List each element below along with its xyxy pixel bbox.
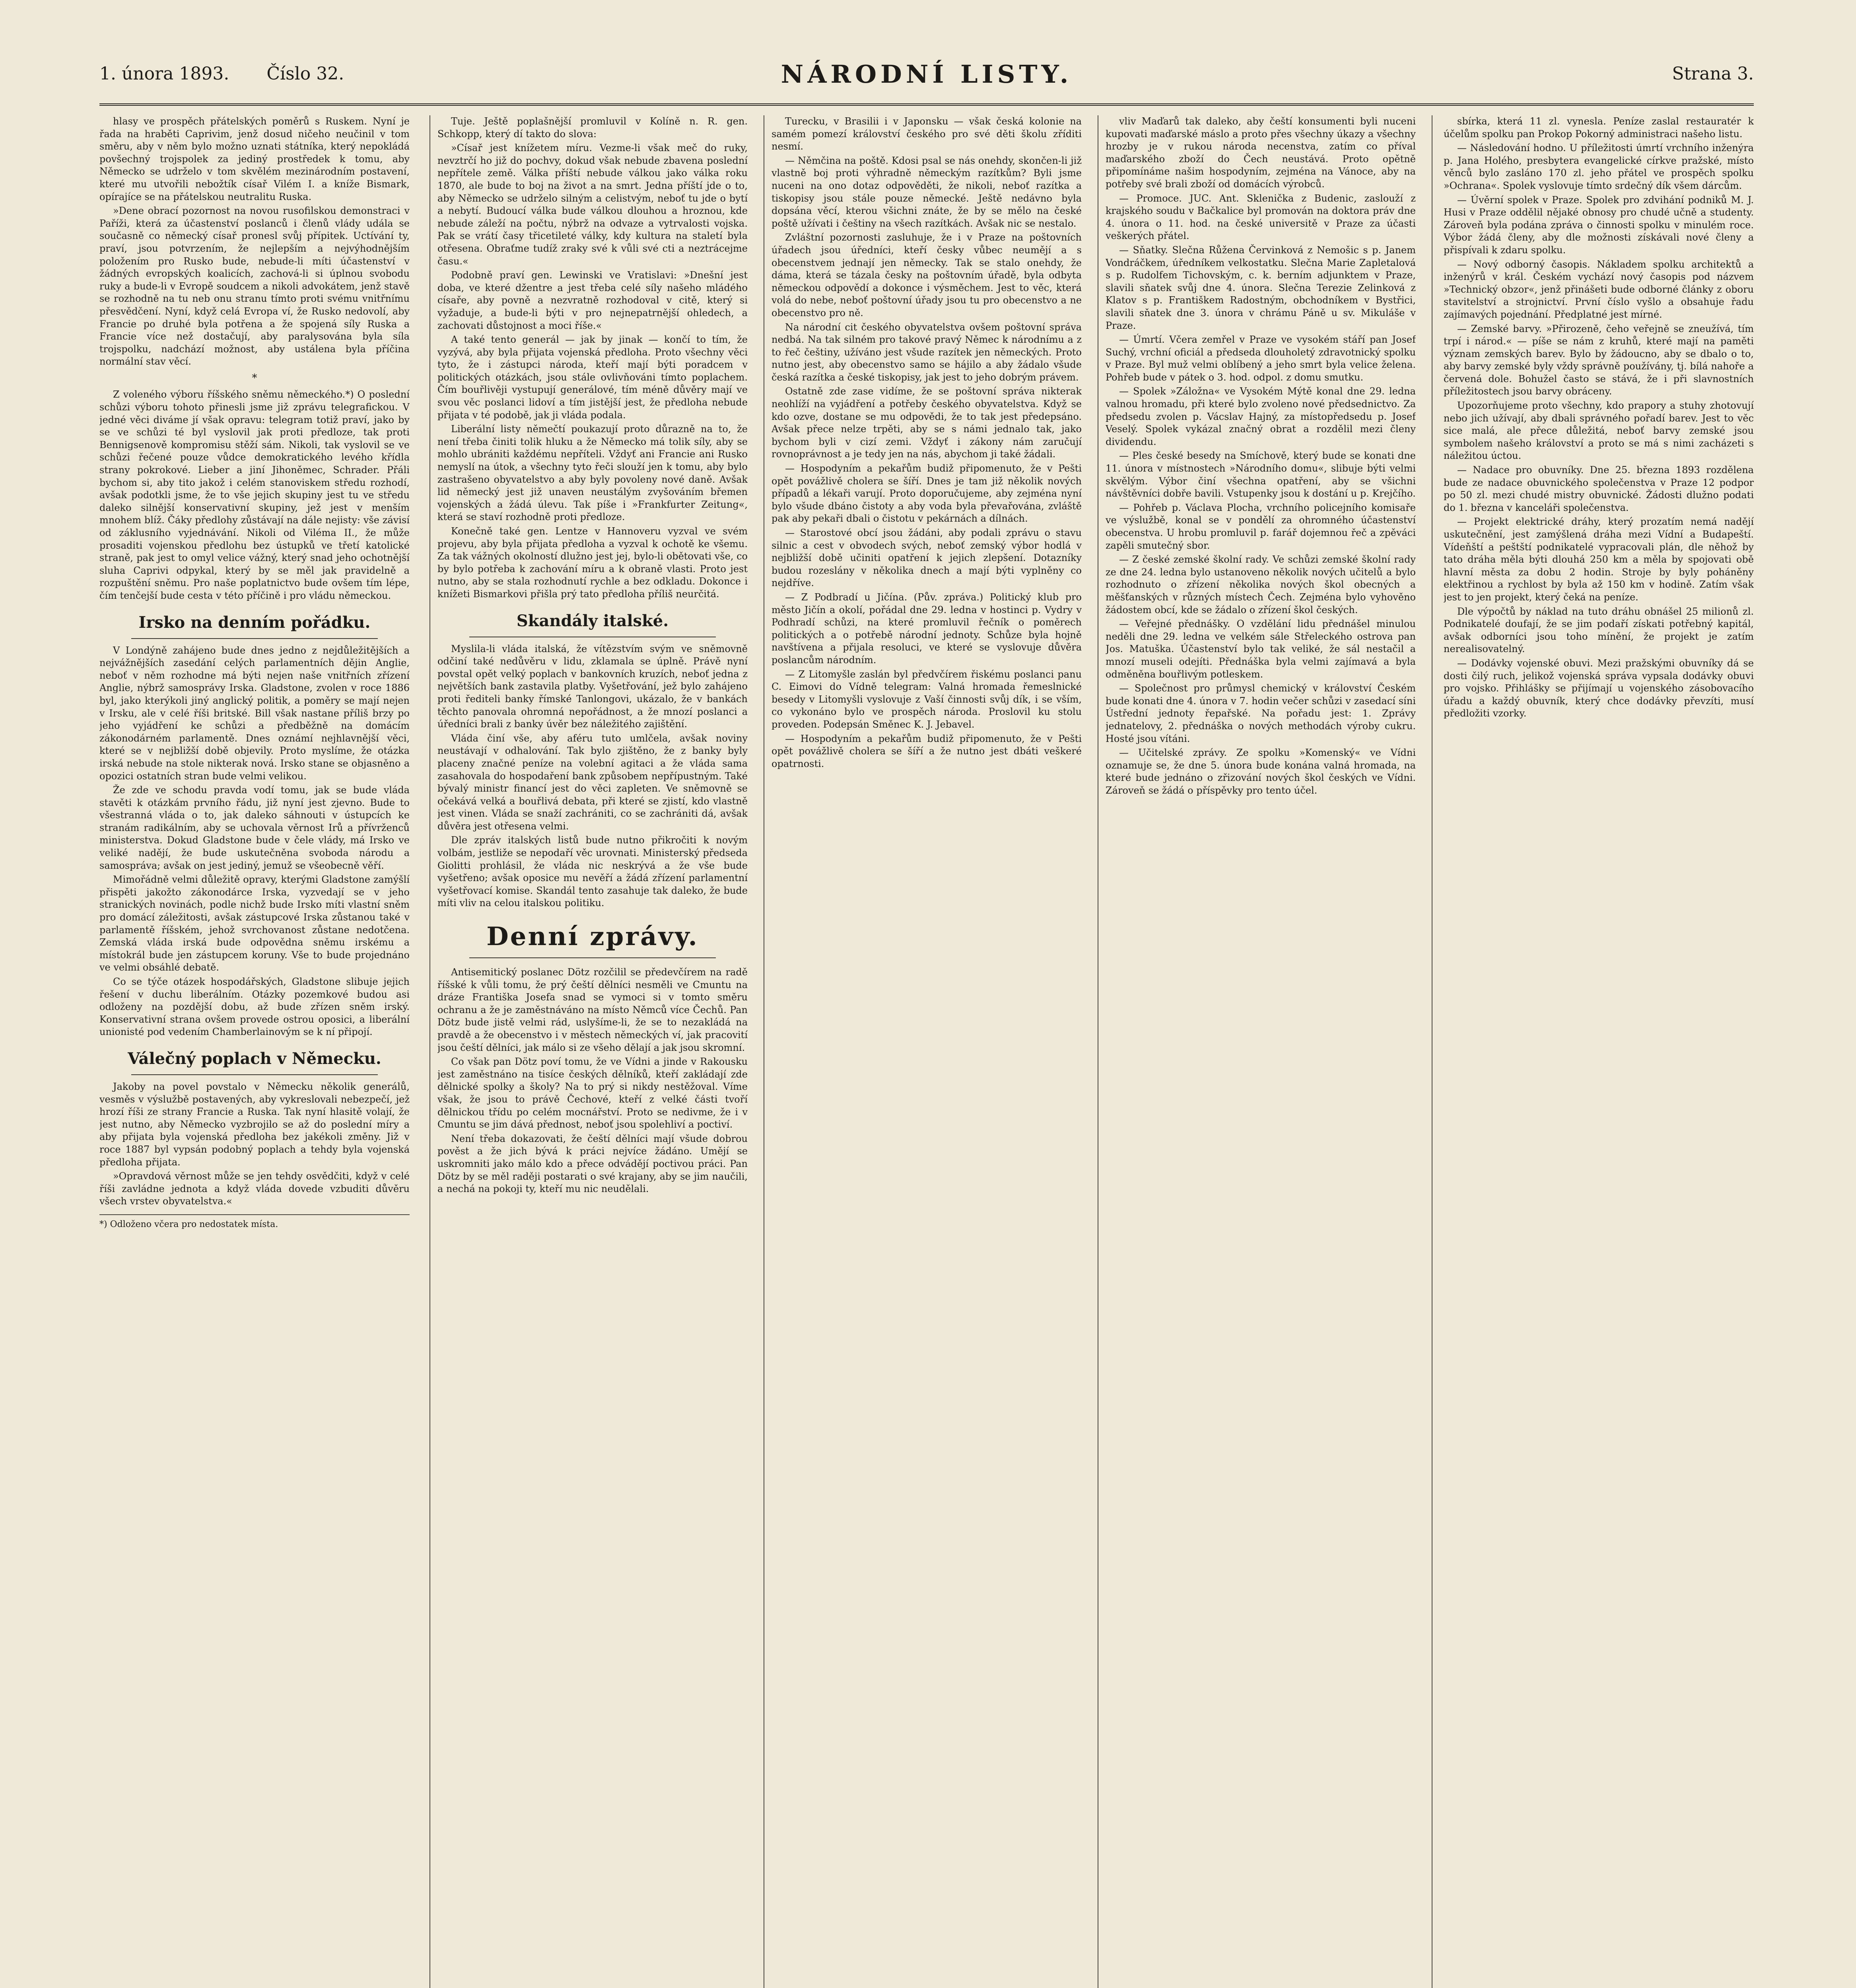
article-paragraph: Dle výpočtů by náklad na tuto dráhu obnášel 25 milionů zl. Podnikatelé doufají, že se jim podaří získati potřebný kapitál, avšak odborníci jsou toho mínění, že projekt je zatím nerealisovatelný. (1444, 606, 1754, 655)
article-paragraph: A také tento generál — jak by jinak — končí to tím, že vyzývá, aby byla přijata vojenská předloha. Proto všechny věci tyto, že i zástupci národa, kteří mají býti poradcem v politických otázkách, jsou stále ovlivňováni tímto poplachem. Čím bouřlivěji vystupují generálové, tím méně důvěry mají ve svou věc poslanci lidoví a tím jistější jest, že předloha nebude přijata v té podobě, jak ji vláda podala. (437, 334, 748, 421)
article-paragraph: — Němčina na poště. Kdosi psal se nás onehdy, skončen-li již vlastně boj proti výhradně německým razítkům? Byli jsme nuceni na ono dotaz odpověděti, že nikoli, neboť razítka a tiskopisy jsou stále pouze německé. Ještě nedávno byla dopsána věcí, kterou všichni znáte, že by se mělo na české poště užívati i češtiny na všech razítkách. Avšak nic se nestalo. (772, 155, 1082, 229)
article-heading-text: Skandály italské. (516, 611, 669, 630)
article-paragraph: — Spolek »Záložna« ve Vysokém Mýtě konal dne 29. ledna valnou hromadu, při které bylo zvoleno nové předsednictvo. Za předsedu zvolen p. Vácslav Hajný, za místopředsedu p. Josef Veselý. Spolek vykázal značný obrat a rozdělil mezi členy dividendu. (1106, 386, 1416, 447)
heading-rule (469, 957, 716, 958)
article-paragraph: — Promoce. JUC. Ant. Sklenička z Budenic, zaslouží z krajského soudu v Bačkalice byl promován na doktora práv dne 4. února o 11. hod. na české universitě v Praze za účasti veškerých přátel. (1106, 192, 1416, 242)
article-paragraph: — Zemské barvy. »Přirozeně, čeho veřejně se zneužívá, tím trpí i národ.« — píše se nám z kruhů, které mají na paměti význam zemských barev. Bylo by žádoucno, aby se dbalo o to, aby barvy zemské byly vždy správně používány, tj. bílá nahoře a červená dole. Bohužel často se stává, že i při slavnostních příležitostech jsou barvy obráceny. (1444, 323, 1754, 397)
article-paragraph: Podobně praví gen. Lewinski ve Vratislavi: »Dnešní jest doba, ve které džentre a jest třeba celé síly našeho mládého císaře, aby povně a nezvratně rozhodoval v citě, který si vyžaduje, a bude-li býti v pro nejnepatrnější ohledech, a zachovati důstojnost a moci říše.« (437, 270, 748, 331)
article-paragraph: — Nový odborný časopis. Nákladem spolku architektů a inženýrů v král. Českém vychází nový časopis pod názvem »Technický obzor«, jenž přinášeti bude odborné články z oboru stavitelství a strojnictví. První číslo vyšlo a obsahuje řadu zajímavých pojednání. Předplatné jest mírné. (1444, 258, 1754, 320)
article-paragraph: — Společnost pro průmysl chemický v království Českém bude konati dne 4. února v 7. hodin večer schůzi v zasedací síni Ústřední jednoty řepařské. Na pořadu jest: 1. Zprávy jednatelovy, 2. přednáška o nových methodách výroby cukru. Hosté jsou vítáni. (1106, 683, 1416, 744)
article-paragraph: Že zde ve schodu pravda vodí tomu, jak se bude vláda stavěti k otázkám prvního řádu, již nyní jest zjevno. Bude to všestranná vláda o to, jak daleko sáhnouti v ústupcích ke stranám radikálním, aby se uchovala věrnost Irů a přívrženců ministerstva. Dokud Gladstone bude v čele vlády, má Irsko ve veliké nadějí, že bude uskutečněna svoboda národu a samospráva; avšak on jest jediný, jemuž se všeobecně věří. (99, 784, 410, 871)
article-paragraph: »Dene obrací pozornost na novou rusofilskou demonstraci v Paříži, která za účastenství poslanců i členů vlády udála se současně co německý císař pronesl svůj přípitek. Uctívání ty, praví, jsou potvrzením, že nejlepším a nejvýhodnějším položením pro Rusko bude, nebude-li míti účastenství v žádných evropských koalicích, zachová-li si úplnou svobodu ruky a bude-li v Evropě soudcem a nikoli advokátem, jenž stavě se rozhodně na tu neb onu stranu tímto proti svému vnitřnímu přesvědčení. Nyní, když celá Evropa ví, že Rusko nedovolí, aby Francie po druhé byla potřena a že spojená síly Ruska a Francie více než dostačují, aby paralysována byla síla trojspolku, nadchází možnost, aby ustálena byla příčina normální stav věcí. (99, 205, 410, 367)
article-paragraph: V Londýně zahájeno bude dnes jedno z nejdůležitějších a nejvážnějších zasedání celých parlamentních dějin Anglie, neboť v něm rozhodne má býti nejen naše vnitřních zřízení Anglie, nýbrž samosprávy Irska. Gladstone, zvolen v roce 1886 byl, jako kterýkoli jiný anglický politik, a poměry se mají nejen v Irsku, ale v celé říši britské. Bill však nastane příliš brzy po jeho vyjádření ke schůzi a předběžně na domácím zákonodárném parlamentě. Dnes oznámí nejhlavnější věci, které se v nejbližší době objevily. Proto myslíme, že otázka irská nebude na stole nikterak nová. Irsko stane se objasněno a opozici ostatních stran bude velmi velikou. (99, 645, 410, 782)
newspaper-title: NÁRODNÍ LISTY. (781, 60, 1073, 89)
article-heading-text: Denní zprávy. (486, 922, 699, 952)
heading-rule (131, 1074, 378, 1075)
article-paragraph: Jakoby na povel povstalo v Německu několik generálů, vesměs v výslužbě postavených, aby vykreslovali nebezpečí, jež hrozí říši ze strany Francie a Ruska. Tak nyní hlasitě volají, že jest nutno, aby Německo vyzbrojilo se až do poslední míry a aby přijata byla vojenská předloha bez jakékoli změny. Již v roce 1887 byl vypsán podobný poplach a tehdy byla vojenská předloha přijata. (99, 1081, 410, 1168)
article-paragraph: sbírka, která 11 zl. vynesla. Peníze zaslal restauratér k účelům spolku pan Prokop Pokorný administraci našeho listu. (1444, 116, 1754, 140)
article-heading (99, 1049, 410, 1075)
article-heading (437, 922, 748, 958)
page-number: Strana 3. (1672, 64, 1754, 84)
article-paragraph: Ostatně zde zase vidíme, že se poštovní správa nikterak neohlíží na vyjádření a potřeby českého obyvatelstva. Když se kdo ozve, dostane se mu odpovědi, že to tak jest předepsáno. Avšak přece nelze trpěti, aby se s námi jednalo tak, jako bychom byli v cizí zemi. Vždyť i zákony nám zaručují rovnoprávnost a je tedy jen na nás, abychom ji také žádali. (772, 386, 1082, 460)
footnote: *) Odloženo včera pro nedostatek místa. (99, 1214, 410, 1231)
column-1 (99, 115, 410, 1988)
masthead (99, 60, 1754, 106)
heading-rule (131, 638, 378, 639)
column-2 (437, 115, 748, 1988)
article-paragraph: — Projekt elektrické dráhy, který prozatím nemá nadějí uskutečnění, jest zamýšlená dráha mezi Vídní a Budapeští. Vídeňští a peštští podnikatelé vypracovali plán, dle něhož by tato dráha měla býti dlouhá 250 km a měla by spojovati obě hlavní města za dobu 2 hodin. Stroje by byly poháněny elektřinou a rychlost by byla až 150 km v hodině. Zatím však jest to jen projekt, který čeká na peníze. (1444, 516, 1754, 603)
article-paragraph: Vláda činí vše, aby aféru tuto umlčela, avšak noviny neustávají v odhalování. Tak bylo zjištěno, že z banky byly placeny značné peníze na volební agitaci a že vláda sama zasahovala do hospodaření bank způsobem nepřípustným. Také bývalý ministr financí jest do věci zapleten. Ve sněmovně se očekává velká a bouřlivá debata, při které se zjistí, kdo vlastně jest vinen. Vláda se snaží zachrániti, co se zachrániti dá, avšak důvěra jest otřesena velmi. (437, 732, 748, 832)
article-paragraph: — Z Litomyšle zaslán byl předvčírem řiskému poslanci panu C. Eimovi do Vídně telegram: Valná hromada řemeslnické besedy v Litomyšli vyslovuje z Vaší činnosti svůj dík, i se vším, co vykonáno bylo ve prospěch národa. Proslovil ku stolu proveden. Podepsán Směnec K. J. Jebavel. (772, 668, 1082, 730)
article-paragraph: — Úmrtí. Včera zemřel v Praze ve vysokém stáří pan Josef Suchý, vrchní oficiál a předseda dlouholetý zdravotnický spolku v Praze. Byl muž velmi oblíbený a jeho smrt byla velice želena. Pohřeb bude v pátek o 3. hod. odpol. z domu smutku. (1106, 334, 1416, 383)
article-paragraph: — Z Podbradí u Jičína. (Pův. zpráva.) Politický klub pro město Jičín a okolí, pořádal dne 29. ledna v hostinci p. Vydry v Podhradí schůzi, na které promluvil řečník o poměrech politických a o potřebě národní jednoty. Schůze byla hojně navštívena a přijala resoluci, ve které se vyslovuje důvěra poslancům národním. (772, 591, 1082, 666)
article-paragraph: Co se týče otázek hospodářských, Gladstone slibuje jejich řešení v duchu liberálním. Otázky pozemkové budou asi odloženy na pozdější dobu, až bude zřízen sněm irský. Konservativní strana ovšem provede ostrou oposici, a liberální unionisté pod vedením Chamberlainovým se k ní připojí. (99, 976, 410, 1038)
article-paragraph: Na národní cit českého obyvatelstva ovšem poštovní správa nedbá. Na tak silném pro takové pravý Němec k národnímu a z to řeč češtiny, užíváno jest všude razítek jen německých. Proto nutno jest, aby obecenstvo samo se hájilo a aby žádalo všude česká razítka a české tiskopisy, jak jest to jeho dobrým právem. (772, 321, 1082, 383)
article-paragraph: — Z české zemské školní rady. Ve schůzi zemské školní rady ze dne 24. ledna bylo ustanoveno několik nových učitelů a bylo rozhodnuto o zřízení několika nových škol obecných a měšťanských v různých místech Čech. Zejména bylo vyhověno žádostem obcí, kde se žádalo o zřízení škol českých. (1106, 554, 1416, 615)
article-paragraph: — Úvěrní spolek v Praze. Spolek pro zdvihání podniků M. J. Husi v Praze oddělil nějaké obnosy pro chudé učně a studenty. Zároveň byla podána zpráva o činnosti spolku v minulém roce. Výbor žádá členy, aby dle možnosti získávali nové členy a přispívali k zdaru spolku. (1444, 194, 1754, 256)
article-paragraph: — Nadace pro obuvníky. Dne 25. března 1893 rozdělena bude ze nadace obuvnického společenstva v Praze 12 podpor po 50 zl. mezi chudé mistry obuvnické. Žádosti dlužno podati do 1. března v kanceláři společenstva. (1444, 464, 1754, 513)
article-paragraph: Co však pan Dötz poví tomu, že ve Vídni a jinde v Rakousku jest zaměstnáno na tisíce českých dělníků, kteří zakládají zde dělnické spolky a školy? Na to prý si nikdy nestěžoval. Víme však, že jsou to právě Čechové, kteří z velké části tvoří dělnickou třídu po celém mocnářství. Proto se nedivme, že i v Cmuntu se jim dává přednost, neboť jsou spolehliví a poctiví. (437, 1056, 748, 1130)
article-paragraph: — Hospodyním a pekařům budiž připomenuto, že v Pešti opět povážlivě cholera se šíří a že nutno jest dbáti veškeré opatrnosti. (772, 733, 1082, 769)
article-paragraph: vliv Maďarů tak daleko, aby čeští konsumenti byli nuceni kupovati maďarské máslo a proto přes všechny úkazy a všechny hrozby je v rukou národa necenstva, zatím co příval maďarského zboží do Čech neustává. Proto opětně připomínáme našim hospodyním, zejména na Vánoce, aby na potřeby své brali zboží od domácích výrobců. (1106, 116, 1416, 190)
article-paragraph: — Dodávky vojenské obuvi. Mezi pražskými obuvníky dá se dosti čilý ruch, jelikož vojenská správa vypsala dodávky obuvi pro vojsko. Přihlášky se přijímají u vojenského zásobovacího úřadu a každý obuvník, který chce dodávky převzíti, musí předložiti vzorky. (1444, 657, 1754, 719)
section-separator: * (252, 372, 257, 384)
column-3 (772, 115, 1082, 1988)
article-paragraph: »Císař jest knížetem míru. Vezme-li však meč do ruky, nevztrčí ho již do pochvy, dokud však nebude zbavena poslední nepřítele země. Válka příští nebude válkou jako válka roku 1870, ale bude to boj na život a na smrt. Jedna příští jde o to, aby Německo se udrželo silným a celistvým, neboť tu jde o bytí a nebytí. Budoucí válka bude válkou dlouhou a hroznou, kde nebude záleží na počtu, nýbrž na odvaze a vytrvalosti vojska. Pak se vrátí časy třicetileté války, kdy kultura na staletí byla otřesena. Obraťme tudíž zraky své k vůli své cti a neztrácejme času.« (437, 142, 748, 267)
article-paragraph: Není třeba dokazovati, že čeští dělníci mají všude dobrou pověst a že jich bývá k práci nejvíce žádáno. Umějí se uskromniti jako málo kdo a přece odvádějí poctivou práci. Pan Dötz by se měl raději postarati o své krajany, aby se jim naučili, a nechá na pokoji ty, kteří mu nic neudělali. (437, 1133, 748, 1195)
article-paragraph: — Sňatky. Slečna Růžena Červinková z Nemošic s p. Janem Vondráčkem, úředníkem velkostatku. Slečna Marie Zapletalová s p. Rudolfem Tichovským, c. k. berním adjunktem v Praze, slavili sňatek svůj dne 4. února. Slečna Terezie Zelinková z Klatov s p. Františkem Radostným, obchodníkem v Bystřici, slavili sňatek dne 3. února v chrámu Páně u sv. Mikuláše v Praze. (1106, 244, 1416, 331)
article-heading (437, 611, 748, 637)
article-paragraph: hlasy ve prospěch přátelských poměrů s Ruskem. Nyní je řada na hraběti Caprivim, jenž dosud ničeho neučinil v tom směru, aby v něm bylo možno uznati státníka, který nepokládá povšechný trojspolek za jediný prostředek k tomu, aby Německo se udrželo v tom skvělém mezinárodním postavení, které mu utvořili nebožtík císař Vilém I. a kníže Bismark, opírajíce se na přátelskou neutralitu Ruska. (99, 116, 410, 202)
article-paragraph: Konečně také gen. Lentze v Hannoveru vyzval ve svém projevu, aby byla přijata předloha a vyzval k ochotě ke všemu. Za tak vážných okolností dlužno jest jej, bylo-li obětovati vše, co by bylo potřeba k zachování míru a k obraně vlasti. Proto jest nutno, aby se stala rozhodnutí rychle a bez odkladu. Dokonce i knížeti Bismarkovi přišla prý tato předloha příliš neurčitá. (437, 526, 748, 600)
article-paragraph: Turecku, v Brasilii i v Japonsku — však česká kolonie na samém pomezí království českého pro své děti školu zříditi nesmí. (772, 116, 1082, 152)
article-heading-text: Irsko na denním pořádku. (138, 613, 371, 632)
article-paragraph: Tuje. Ještě poplašnější promluvil v Kolíně n. R. gen. Schkopp, který dí takto do slova: (437, 116, 748, 140)
article-heading (99, 613, 410, 639)
article-paragraph: — Hospodyním a pekařům budiž připomenuto, že v Pešti opět povážlivě cholera se šíří. Dnes je tam již několik nových případů a lékaři varují. Proto doporučujeme, aby zejména nyní bylo všude dbáno čistoty a aby voda byla převařována, zvláště pak aby pekaři dbali o čistotu v pekárnách a dílnách. (772, 463, 1082, 524)
article-paragraph: — Pohřeb p. Václava Plocha, vrchního policejního komisaře ve výslužbě, konal se v pondělí za ohromného účastenství obecenstva. U hrobu promluvil p. farář dojemnou řeč a zpěváci zapěli smutečný sbor. (1106, 502, 1416, 551)
article-paragraph: Myslila-li vláda italská, že vítězstvím svým ve sněmovně odčiní také nedůvěru v lidu, zklamala se úplně. Právě nyní povstal opět velký poplach v bankovních kruzích, neboť jedna z největších bank zastavila platby. Vyšetřování, jež bylo zahájeno proti řediteli banky římské Tanlongovi, ukázalo, že v bankách těchto panovala ohromná nepořádnost, a že mnozí poslanci a úředníci brali z banky úvěr bez náležitého zajištění. (437, 643, 748, 730)
article-paragraph: Zvláštní pozornosti zasluhuje, že i v Praze na poštovních úřadech jsou úředníci, kteří česky vůbec neumějí a s obecenstvem jednají jen německy. Tak se stalo onehdy, že dáma, která se tázala česky na poštovním úřadě, byla odbyta německou odpovědí a dokonce i výsměchem. Jest to věc, která volá do nebe, neboť poštovní úřady jsou tu pro obecenstvo a ne obecenstvo pro ně. (772, 232, 1082, 318)
article-paragraph: — Ples české besedy na Smíchově, který bude se konati dne 11. února v místnostech »Národního domu«, slibuje býti velmi skvělým. Výbor činí všechna opatření, aby se všichni návštěvníci dobře bavili. Vstupenky jsou k dostání u p. Krejčího. (1106, 450, 1416, 499)
article-paragraph: Z voleného výboru říšského sněmu německého.*) O poslední schůzi výboru tohoto přinesli jsme již zprávu telegrafickou. V jedné věci diváme jí však opravu: telegram totiž praví, jako by se ve schůzi té byl vyslovil jak proti předloze, tak proti Bennigsenově kompromisu stěží sám. Nikoli, tak vyslovil se ve schůzi řečené pouze vůdce demokratického levého křídla strany pokrokové. Lieber a jiní Jihoněmec, Schrader. Přáli bychom si, aby tito jakož i celém stanoviskem středu rozhodí, avšak podotkli jsme, že to vše jejich skupiny jest tu ve středu daleko silnější konservativní skupiny, jež jest v menším mnohem blíž. Čáky předlohy zůstávají na dále nejisty: vše závisí od záklusního vyjednávání. Nikoli od Viléma II., že může prosaditi vojenskou předlohu bez ústupků ve třetí katolické straně, pak jest to omyl velice vážný, který snad jeho ochotnější sluha Caprivi odpykal, který by se měl jak pravidelně a rozpuštění sněmu. Pro naše poplatnictvo bude ovšem tím lépe, čím tenčejší bude cesta v této příčině i pro vládu německou. (99, 389, 410, 601)
article-paragraph: Mimořádně velmi důležitě opravy, kterými Gladstone zamýšlí přispěti jakožto zákonodárce Irska, vyzvedají se v jeho stranických novinách, podle nichž bude Irsko míti vlastní sněm pro domácí záležitosti, avšak zástupcové Irska zůstanou také v parlamentě říšském, jehož svrchovanost zůstane nedotčena. Zemská vláda irská bude odpovědna sněmu irskému a místokrál bude jen zástupcem koruny. Vše to bude projednáno ve velmi obsáhlé debatě. (99, 874, 410, 973)
column-4 (1106, 115, 1416, 1988)
column-5 (1444, 115, 1754, 1988)
issue-date: 1. února 1893. (99, 64, 229, 84)
issue-number: Číslo 32. (266, 64, 344, 84)
article-paragraph: — Učitelské zprávy. Ze spolku »Komenský« ve Vídni oznamuje se, že dne 5. února bude konána valná hromada, na které bude jednáno o zřizování nových škol českých ve Vídni. Zároveň se žádá o příspěvky pro tento účel. (1106, 747, 1416, 796)
article-paragraph: Liberální listy němečtí poukazují proto důrazně na to, že není třeba činiti tolik hluku a že Německo má tolik síly, aby se mohlo ubrániti každému nepříteli. Vždyť ani Francie ani Rusko nemyslí na útok, a všechny tyto řeči slouží jen k tomu, aby bylo zastrašeno obyvatelstvo a aby byly povoleny nové daně. Avšak lid německý jest již unaven neustálým zvyšováním břemen vojenských a žádá úlevu. Tak píše i »Frankfurter Zeitung«, která se staví rozhodně proti předloze. (437, 423, 748, 523)
article-paragraph: — Následování hodno. U příležitosti úmrtí vrchního inženýra p. Jana Holého, presbytera evangelické církve pražské, místo věnců bylo zasláno 170 zl. jeho přátel ve prospěch spolku »Ochrana«. Spolek vyslovuje tímto srdečný dík všem dárcům. (1444, 142, 1754, 191)
article-paragraph: »Opravdová věrnost může se jen tehdy osvědčiti, když v celé říši zavládne jednota a když vláda dovede vzbuditi důvěru všech vrstev obyvatelstva.« (99, 1171, 410, 1207)
article-paragraph: — Veřejné přednášky. O vzdělání lidu přednášel minulou neděli dne 29. ledna ve velkém sále Střeleckého ostrova pan Jos. Matuška. Účastenství bylo tak veliké, že sál nestačil a mnozí museli odejíti. Přednáška byla velmi zajímavá a byla odměněna bouřlivým potleskem. (1106, 618, 1416, 680)
article-paragraph: Dle zpráv italských listů bude nutno přikročiti k novým volbám, jestliže se nepodaří věc urovnati. Ministerský předseda Giolitti prohlásil, že vláda nic neskrývá a že vše bude vyšetřeno; avšak oposice mu nevěří a žádá zřízení parlamentní vyšetřovací komise. Skandál tento zasahuje tak daleko, že bude míti vliv na celou italskou politiku. (437, 835, 748, 909)
article-paragraph: — Starostové obcí jsou žádáni, aby podali zprávu o stavu silnic a cest v obvodech svých, neboť zemský výbor hodlá v nejbližší době učiniti opatření k jejich zlepšení. Dotazníky budou rozeslány v několika dnech a mají býti vyplněny co nejdříve. (772, 527, 1082, 589)
article-heading-text: Válečný poplach v Německu. (128, 1049, 381, 1068)
article-paragraph: Antisemitický poslanec Dötz rozčilil se předevčírem na radě říšské k vůli tomu, že prý čeští dělníci nesměli ve Cmuntu na dráze Františka Josefa snad se vymoci si v tomto směru ochranu a že je zaměstnáváno na místo Němců více Čechů. Pan Dötz bude jistě velmi rád, uslyšíme-li, že se to nezakládá na pravdě a že obecenstvo i v městech německých ví, jak pracovití jsou čeští dělníci, jak málo si ze všeho dělají a jak jsou skromní. (437, 967, 748, 1053)
article-paragraph: Upozorňujeme proto všechny, kdo prapory a stuhy zhotovují nebo jich užívají, aby dbali správného pořadí barev. Jest to věc sice malá, ale přece důležitá, neboť barvy zemské jsou symbolem našeho království a proto se má s nimi zacházeti s náležitou úctou. (1444, 400, 1754, 462)
